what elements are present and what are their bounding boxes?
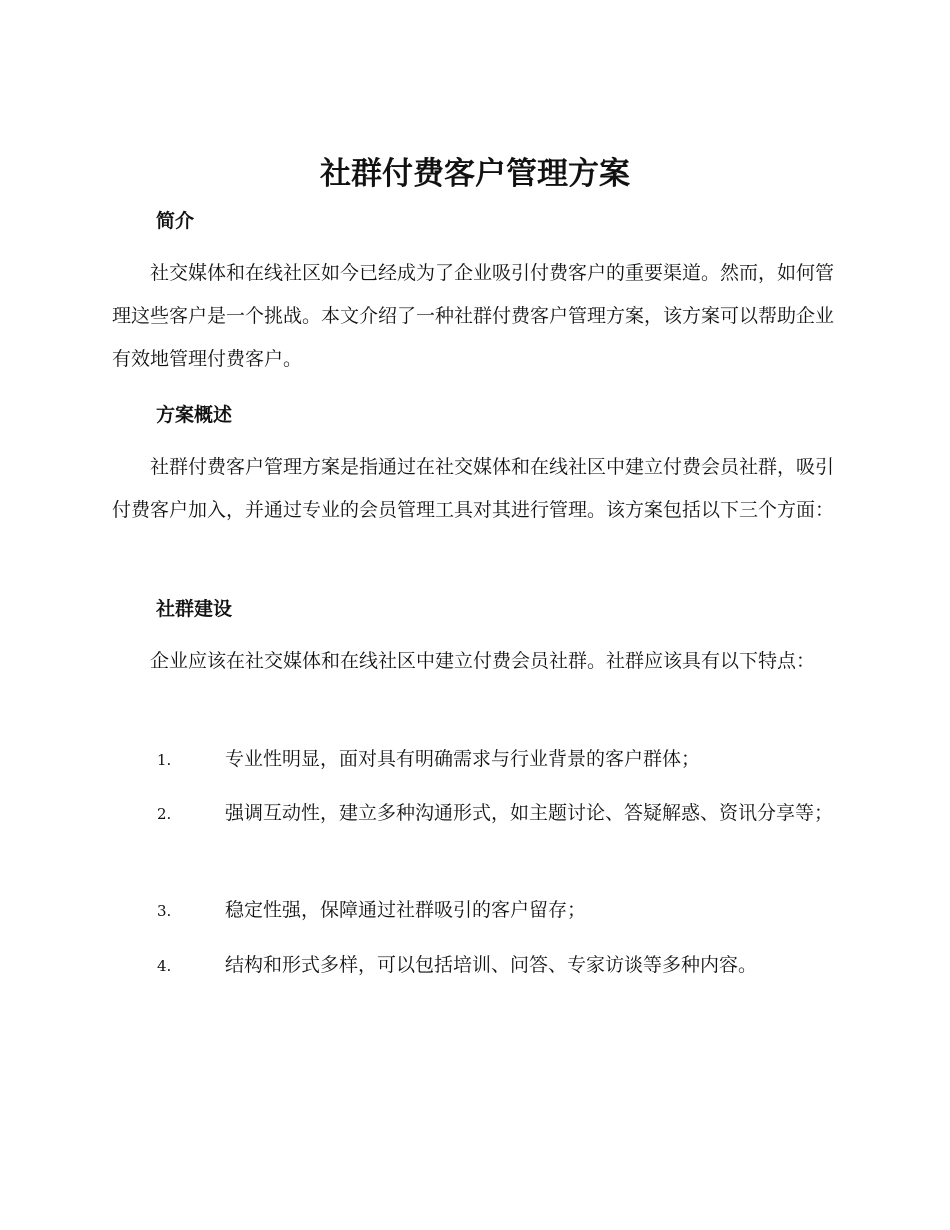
list-item-text: 结构和形式多样，可以包括培训、问答、专家访谈等多种内容。 bbox=[225, 954, 758, 976]
section-heading-overview: 方案概述 bbox=[156, 404, 233, 426]
section-paragraph-overview: 社群付费客户管理方案是指通过在社交媒体和在线社区中建立付费会员社群，吸引付费客户加入，并通过专业的会员管理工具对其进行管理。该方案包括以下三个方面： bbox=[112, 456, 835, 521]
list-item-text: 强调互动性，建立多种沟通形式，如主题讨论、答疑解惑、资讯分享等； bbox=[225, 802, 834, 824]
list-item-number: 2. bbox=[157, 805, 172, 823]
document-title: 社群付费客户管理方案 bbox=[320, 156, 630, 192]
list-item-number: 3. bbox=[157, 902, 172, 920]
list-item bbox=[112, 792, 834, 836]
list-item bbox=[112, 738, 834, 782]
list-item-text: 稳定性强，保障通过社群吸引的客户留存； bbox=[225, 899, 587, 921]
list-item-number: 4. bbox=[157, 957, 172, 975]
list-item-text: 专业性明显，面对具有明确需求与行业背景的客户群体； bbox=[225, 748, 701, 770]
section-heading-community: 社群建设 bbox=[156, 598, 233, 620]
section-heading-intro: 简介 bbox=[156, 210, 195, 232]
list-item bbox=[112, 889, 834, 933]
section-paragraph-community: 企业应该在社交媒体和在线社区中建立付费会员社群。社群应该具有以下特点： bbox=[150, 650, 816, 672]
list-item bbox=[112, 944, 834, 988]
list-item-number: 1. bbox=[157, 751, 172, 769]
section-paragraph-intro: 社交媒体和在线社区如今已经成为了企业吸引付费客户的重要渠道。然而，如何管理这些客户是一个挑战。本文介绍了一种社群付费客户管理方案，该方案可以帮助企业有效地管理付费客户。 bbox=[112, 262, 835, 370]
